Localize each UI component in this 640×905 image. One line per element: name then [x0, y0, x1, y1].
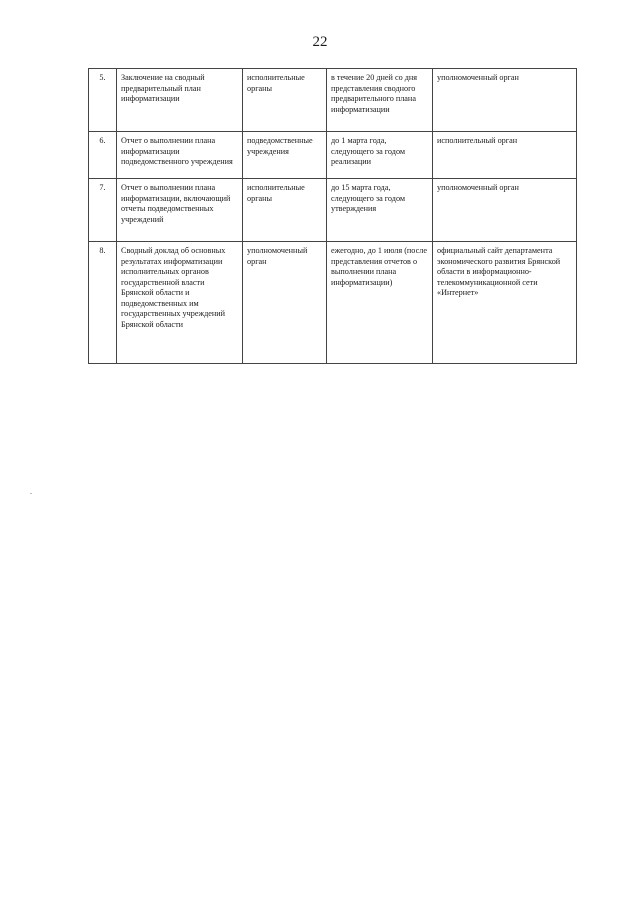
table-row: [89, 179, 577, 242]
deadline-cell: до 1 марта года, следующего за годом реализации: [327, 132, 433, 179]
responsible-cell: подведомственные учреждения: [243, 132, 327, 179]
table-row: [89, 69, 577, 132]
responsible-cell: исполнительные органы: [243, 179, 327, 242]
row-number: 6.: [89, 132, 117, 179]
recipient-cell: уполномоченный орган: [433, 179, 577, 242]
row-number: 8.: [89, 242, 117, 364]
recipient-cell: официальный сайт департамента экономического развития Брянской области в информационно-телекоммуникационной сети «Интернет»: [433, 242, 577, 364]
recipient-cell: уполномоченный орган: [433, 69, 577, 132]
responsible-cell: исполнительные органы: [243, 69, 327, 132]
scan-speck: [30, 493, 32, 494]
page-number: 22: [312, 34, 328, 50]
document-table: [88, 68, 577, 364]
deadline-cell: до 15 марта года, следующего за годом утверждения: [327, 179, 433, 242]
table-row: [89, 132, 577, 179]
table-row: [89, 242, 577, 364]
recipient-cell: исполнительный орган: [433, 132, 577, 179]
document-name-cell: Отчет о выполнении плана информатизации подведомственного учреждения: [117, 132, 243, 179]
row-number: 7.: [89, 179, 117, 242]
responsible-cell: уполномоченный орган: [243, 242, 327, 364]
deadline-cell: ежегодно, до 1 июля (после представления отчетов о выполнении плана информатизации): [327, 242, 433, 364]
document-name-cell: Сводный доклад об основных результатах информатизации исполнительных органов государственной власти Брянской области и подведомственных им государственных учреждений Брянской области: [117, 242, 243, 364]
row-number: 5.: [89, 69, 117, 132]
document-name-cell: Заключение на сводный предварительный план информатизации: [117, 69, 243, 132]
deadline-cell: в течение 20 дней со дня представления сводного предварительного плана информатизации: [327, 69, 433, 132]
document-name-cell: Отчет о выполнении плана информатизации, включающий отчеты подведомственных учреждений: [117, 179, 243, 242]
